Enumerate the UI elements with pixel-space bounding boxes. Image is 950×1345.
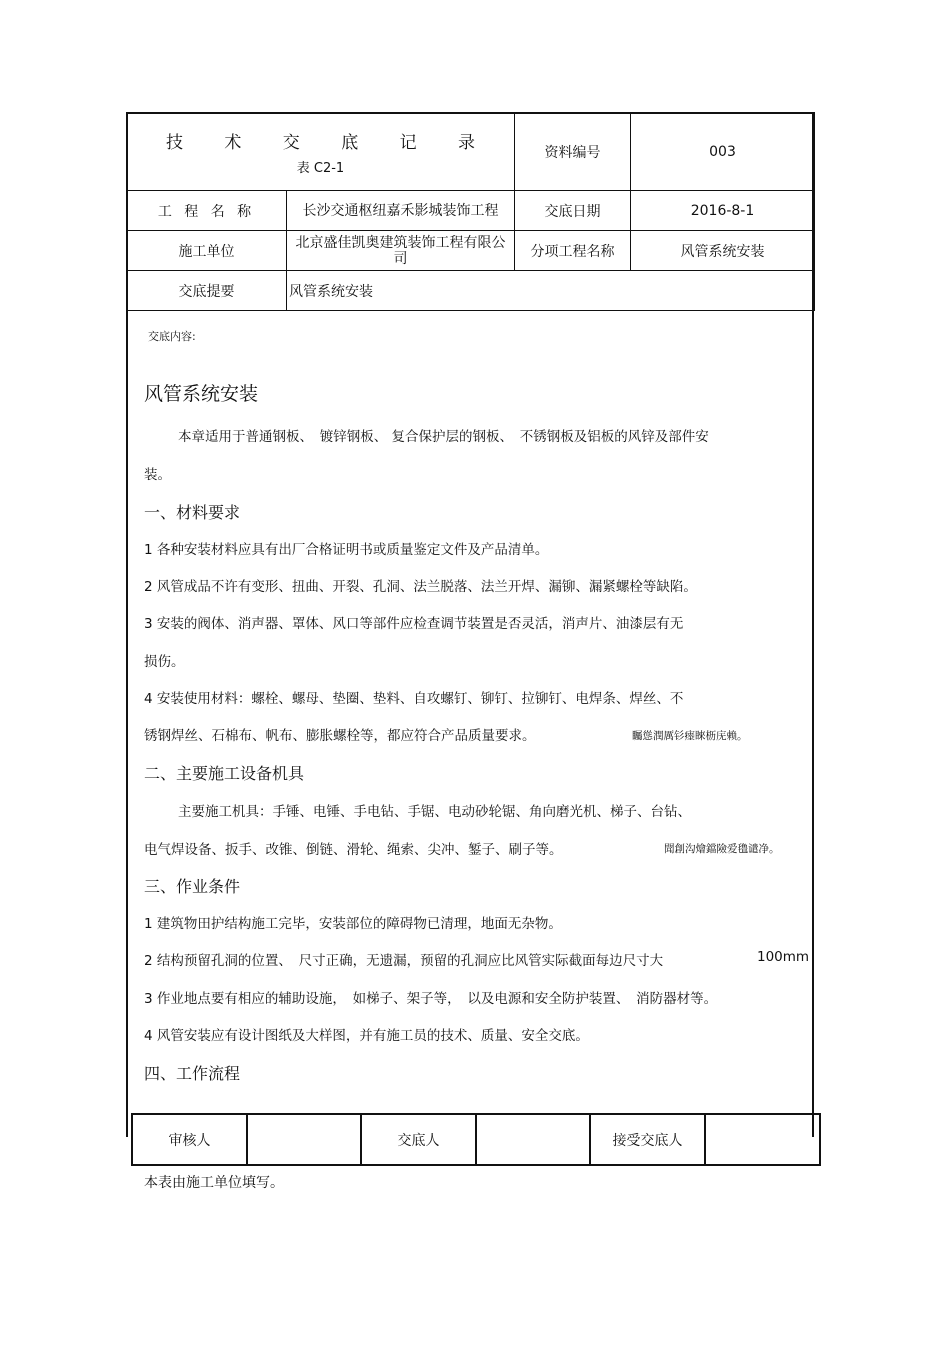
s2-line-2: 电气焊设备、扳手、改锥、倒链、滑轮、绳索、尖冲、錾子、刷子等。: [144, 842, 563, 858]
s1-item-3-line-1: 3 安装的阀体、消声器、罩体、风口等部件应检查调节装置是否灵活，消声片、油漆层有无: [144, 616, 684, 632]
s3-item-1: 1 建筑物田护结构施工完毕，安装部位的障碍物已清理，地面无杂物。: [144, 916, 562, 932]
intro-line-1: 本章适用于普通钢板、 镀锌钢板、 复合保护层的钢板、 不锈钢板及铝板的风锌及部件安: [178, 429, 709, 445]
s3-item-2-value: 100mm: [757, 949, 810, 965]
s1-item-3-line-2: 损伤。: [144, 654, 185, 670]
s3-item-4: 4 风管安装应有设计图纸及大样图，并有施工员的技术、质量、安全交底。: [144, 1028, 589, 1044]
unit-label: 施工单位: [127, 231, 287, 271]
subproject-value: 风管系统安装: [631, 231, 815, 271]
s1-item-1: 1 各种安装材料应具有出厂合格证明书或质量鉴定文件及产品清单。: [144, 542, 549, 558]
project-label: 工 程 名 称: [127, 191, 287, 231]
doc-no-label: 资料编号: [515, 113, 631, 191]
date-label: 交底日期: [515, 191, 631, 231]
section-4-title: 四、工作流程: [144, 1064, 241, 1083]
receiver-signature-field[interactable]: [705, 1114, 820, 1165]
footer-note: 本表由施工单位填写。: [144, 1175, 284, 1191]
date-value: 2016-8-1: [631, 191, 815, 231]
s1-item-2: 2 风管成品不许有变形、扭曲、开裂、孔洞、法兰脱落、法兰开焊、漏铆、漏紧螺栓等缺陷。: [144, 579, 697, 595]
frame-tick-left: [126, 1105, 128, 1117]
s2-line-1: 主要施工机具：手锤、电锤、手电钻、手锯、电动砂轮锯、角向磨光机、梯子、台钻、: [178, 804, 691, 820]
form-code: 表 C2-1: [296, 160, 345, 176]
doc-no-value: 003: [631, 113, 815, 191]
section-1-title: 一、材料要求: [144, 503, 241, 522]
content-label: 交底内容:: [148, 330, 196, 343]
content-heading: 风管系统安装: [144, 383, 259, 405]
project-value: 长沙交通枢纽嘉禾影城装饰工程: [287, 191, 515, 231]
unit-value: 北京盛佳凯奥建筑装饰工程有限公司: [287, 231, 515, 271]
s1-garbled-text: 矚慫潤厲钐瘗睞枥庑赖。: [632, 730, 748, 742]
reviewer-signature-field[interactable]: [247, 1114, 361, 1165]
signature-table: [131, 1113, 821, 1166]
s1-item-4-line-2: 锈钢焊丝、石棉布、帆布、膨胀螺栓等，都应符合产品质量要求。: [144, 728, 536, 744]
discloser-signature-field[interactable]: [476, 1114, 590, 1165]
intro-line-2: 装。: [144, 467, 171, 483]
s2-garbled-text: 聞創沟燴鐺險爱氇谴净。: [664, 843, 780, 855]
header-table: [126, 112, 815, 311]
section-3-title: 三、作业条件: [144, 877, 241, 896]
s3-item-2: 2 结构预留孔洞的位置、 尺寸正确，无遗漏，预留的孔洞应比风管实际截面每边尺寸大: [144, 953, 664, 969]
receiver-label: 接受交底人: [590, 1114, 705, 1165]
s3-item-3: 3 作业地点要有相应的辅助设施， 如梯子、架子等， 以及电源和安全防护装置、 消防器材等。: [144, 991, 718, 1007]
document-title: 技 术 交 底 记 录: [165, 132, 494, 153]
s1-item-4-line-1: 4 安装使用材料：螺栓、螺母、垫圈、垫料、自攻螺钉、铆钉、拉铆钉、电焊条、焊丝、不: [144, 691, 684, 707]
reviewer-label: 审核人: [132, 1114, 247, 1165]
summary-label: 交底提要: [127, 271, 287, 311]
discloser-label: 交底人: [361, 1114, 476, 1165]
title-cell: [127, 113, 515, 191]
subproject-label: 分项工程名称: [515, 231, 631, 271]
section-2-title: 二、主要施工设备机具: [144, 764, 305, 783]
summary-value: 风管系统安装: [287, 271, 815, 311]
